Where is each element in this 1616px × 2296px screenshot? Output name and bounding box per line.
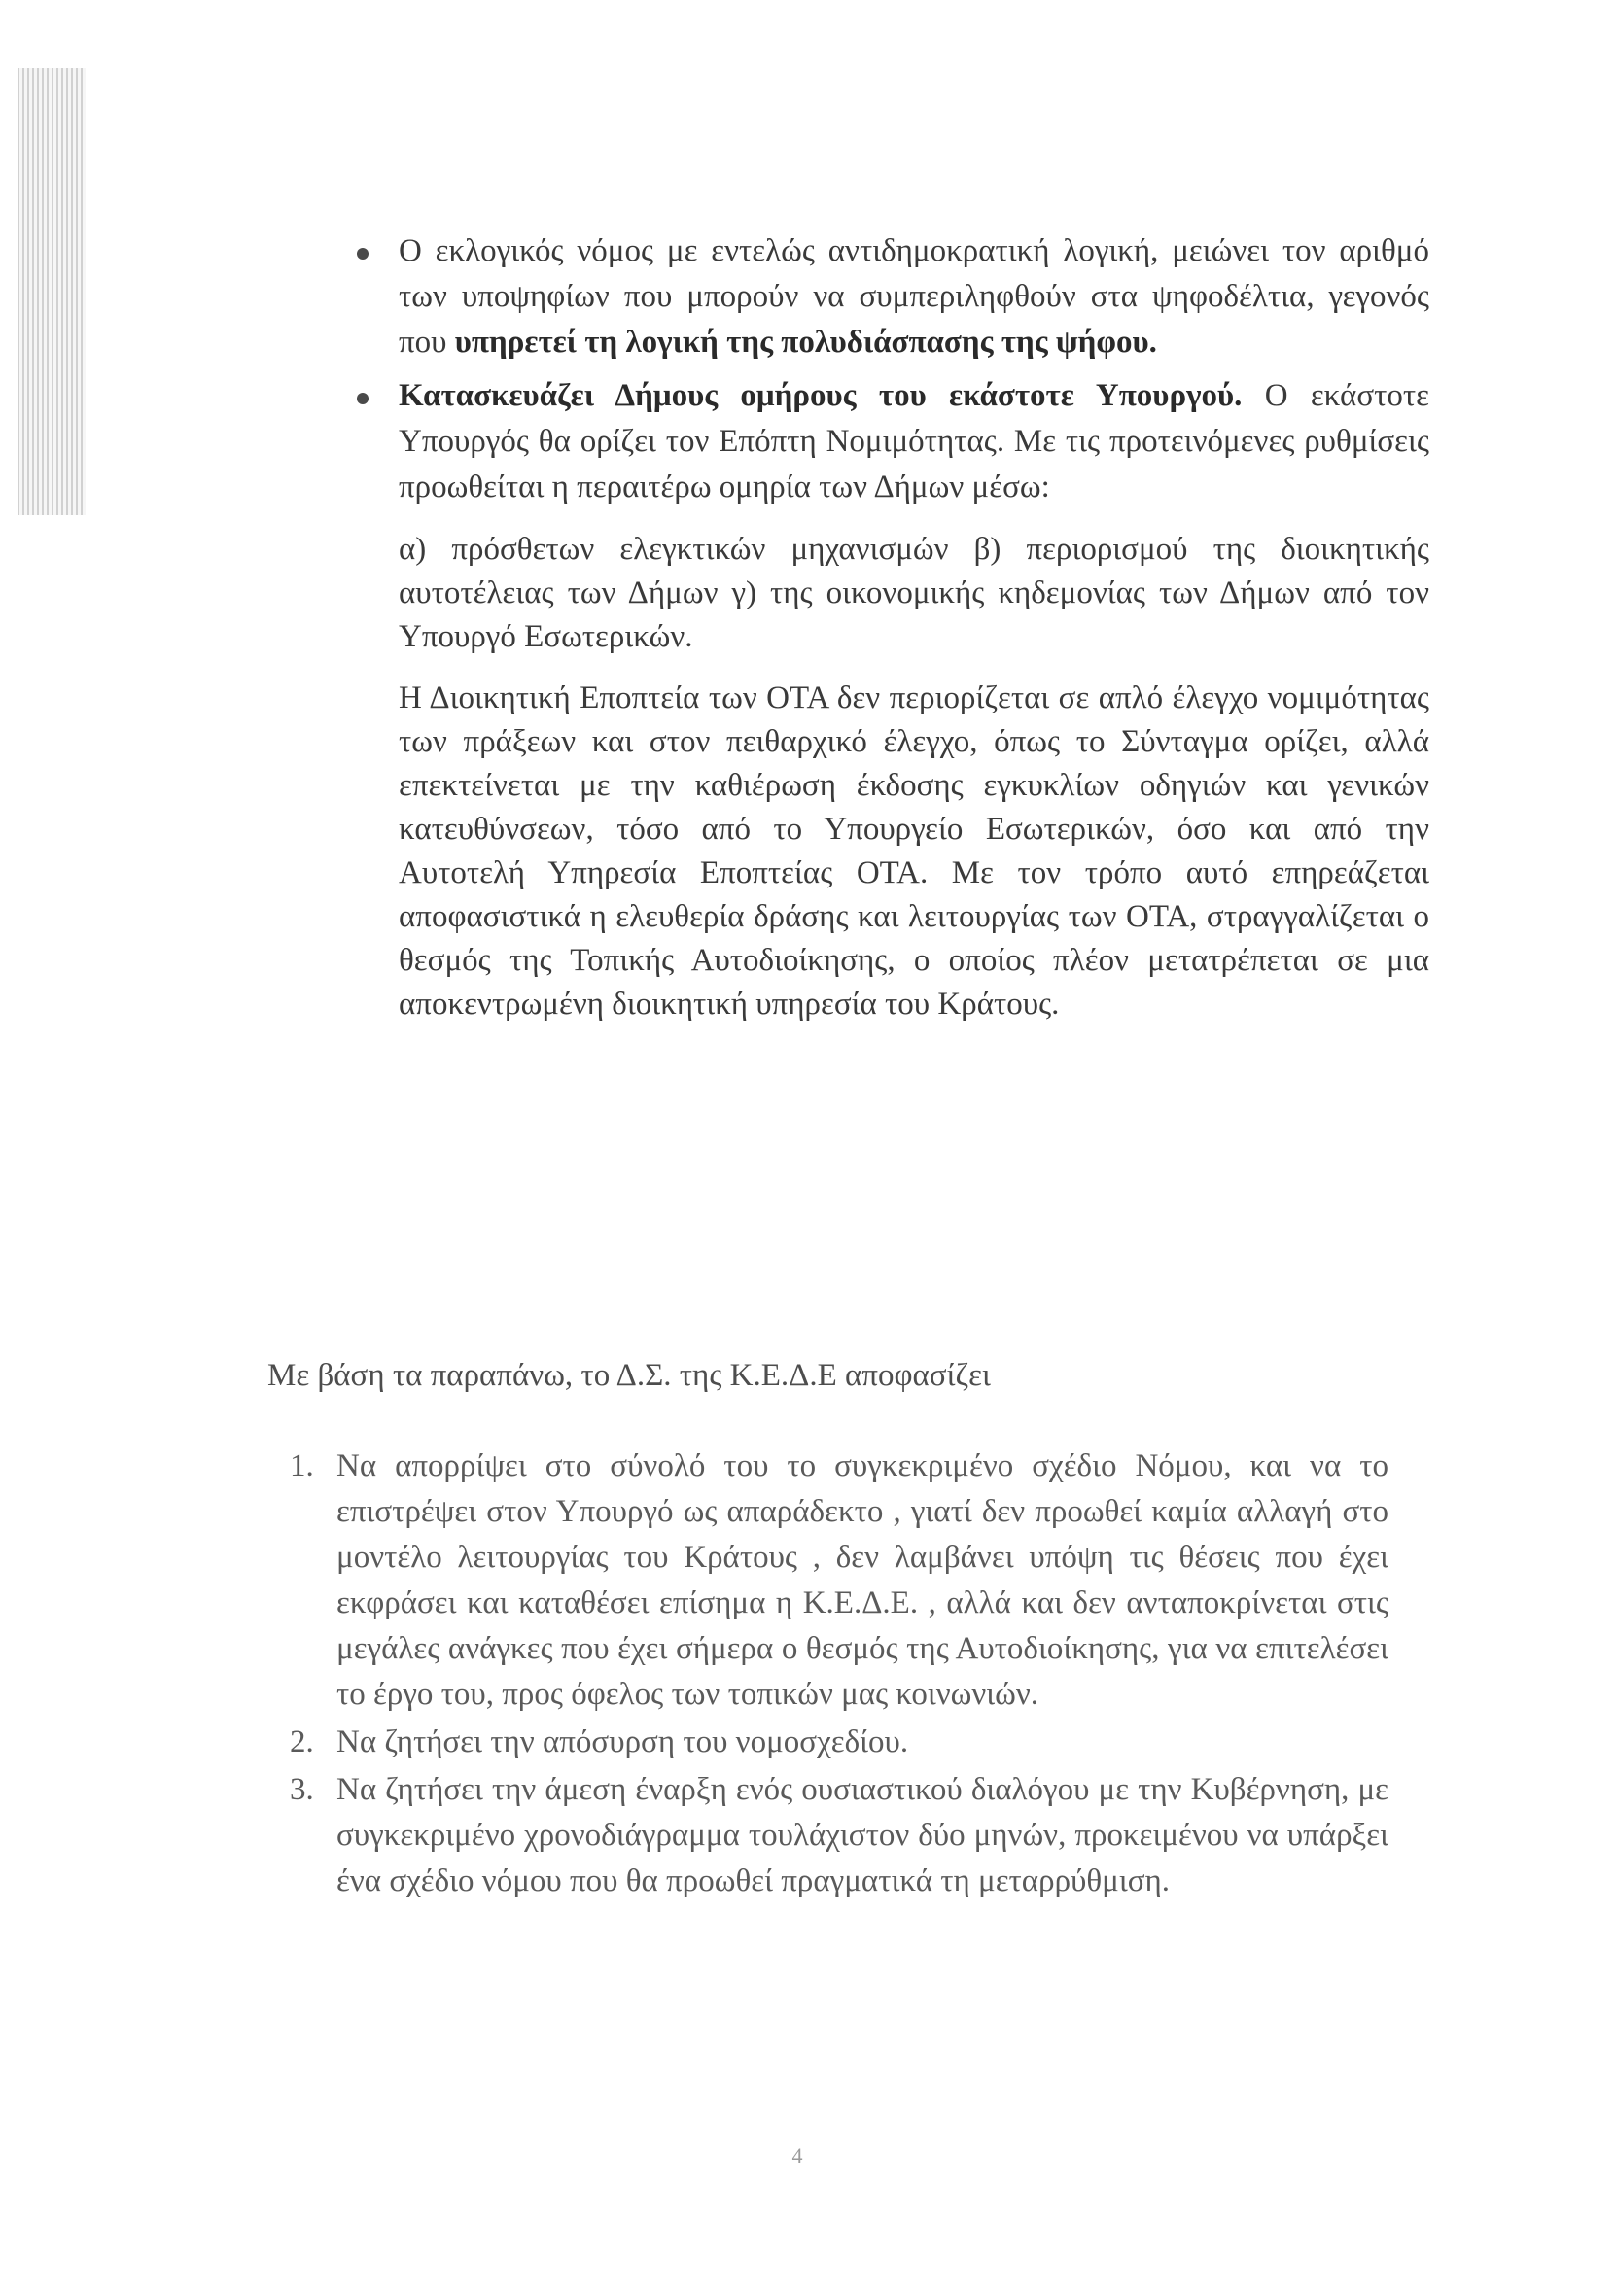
bullet-icon bbox=[357, 248, 369, 260]
bullet-list bbox=[345, 228, 1429, 1044]
decision-number: 1. bbox=[290, 1448, 314, 1483]
decision-text: Να ζητήσει την απόσυρση του νομοσχεδίου. bbox=[336, 1724, 909, 1759]
bullet-text: Ο εκάστοτε Υπουργός θα ορίζει τον Επόπτη Νομιμότητας. Με τις προτεινόμενες ρυθμίσεις προωθείται η περαιτέρω ομηρία των Δήμων μέσω: bbox=[399, 378, 1429, 504]
bullet-item bbox=[345, 373, 1429, 510]
decision-text: Να απορρίψει στο σύνολό του το συγκεκριμένο σχέδιο Νόμου, και να το επιστρέψει στον Υπουργό ως απαράδεκτο , γιατί δεν προωθεί καμία αλλαγή στο μοντέλο λειτουργίας του Κράτους , δεν λαμβάνει υπόψη τις θέσεις που έχει εκφράσει και καταθέσει επίσημα η Κ.Ε.Δ.Ε. , αλλά και δεν ανταποκρίνεται στις μεγάλες ανάγκες που έχει σήμερα ο θεσμός της Αυτοδιοίκησης, για να επιτελέσει το έργο του, προς όφελος των τοπικών μας κοινωνιών. bbox=[336, 1448, 1388, 1712]
bullet-paragraph bbox=[399, 373, 1429, 510]
decision-text: Να ζητήσει την άμεση έναρξη ενός ουσιαστικού διαλόγου με την Κυβέρνηση, με συγκεκριμένο χρονοδιάγραμμα τουλάχιστον δύο μηνών, προκειμένου να υπάρξει ένα σχέδιο νόμου που θα προωθεί πραγματικά τη μεταρρύθμιση. bbox=[336, 1772, 1388, 1898]
decision-number: 3. bbox=[290, 1772, 314, 1807]
bullet-bold-text: Κατασκευάζει Δήμους ομήρους του εκάστοτε Υπουργού. bbox=[399, 378, 1243, 413]
sub-paragraph-supervision: Η Διοικητική Εποπτεία των ΟΤΑ δεν περιορίζεται σε απλό έλεγχο νομιμότητας των πράξεων και στον πειθαρχικό έλεγχο, όπως το Σύνταγμα ορίζει, αλλά επεκτείνεται με την καθιέρωση έκδοσης εγκυκλίων οδηγιών και γενικών κατευθύνσεων, τόσο από το Υπουργείο Εσωτερικών, όσο και από την Αυτοτελή Υπηρεσία Εποπτείας ΟΤΑ. Με τον τρόπο αυτό επηρεάζεται αποφασιστικά η ελευθερία δράσης και λειτουργίας των ΟΤΑ, στραγγαλίζεται ο θεσμός της Τοπικής Αυτοδιοίκησης, ο οποίος πλέον μετατρέπεται σε μια αποκεντρωμένη διοικητική υπηρεσία του Κράτους. bbox=[399, 680, 1429, 1022]
bullet-bold-text: υπηρετεί τη λογική της πολυδιάσπασης της ψήφου. bbox=[454, 325, 1157, 360]
decision-item bbox=[290, 1767, 1388, 1904]
bullet-text: Ο εκλογικός νόμος με εντελώς αντιδημοκρατική λογική, μειώνει τον αριθμό των υποψηφίων που μπορούν να συμπεριληφθούν στα ψηφοδέλτια, γεγονός που bbox=[399, 233, 1429, 360]
bullet-item bbox=[345, 228, 1429, 365]
decision-number: 2. bbox=[290, 1724, 314, 1759]
bullet-paragraph bbox=[399, 228, 1429, 365]
decision-item bbox=[290, 1720, 1388, 1765]
bullet-subsection bbox=[399, 528, 1429, 1026]
sub-paragraph-mechanisms: α) πρόσθετων ελεγκτικών μηχανισμών β) περιορισμού της διοικητικής αυτοτέλειας των Δήμων γ) της οικονομικής κηδεμονίας των Δήμων από τον Υπουργό Εσωτερικών. bbox=[399, 532, 1429, 654]
scan-edge-artifact bbox=[18, 68, 86, 515]
page-number: 4 bbox=[791, 2143, 803, 2168]
bullet-icon bbox=[357, 393, 369, 404]
decision-list bbox=[290, 1444, 1388, 1906]
decision-item bbox=[290, 1444, 1388, 1718]
decision-intro: Με βάση τα παραπάνω, το Δ.Σ. της Κ.Ε.Δ.Ε αποφασίζει bbox=[267, 1358, 991, 1393]
